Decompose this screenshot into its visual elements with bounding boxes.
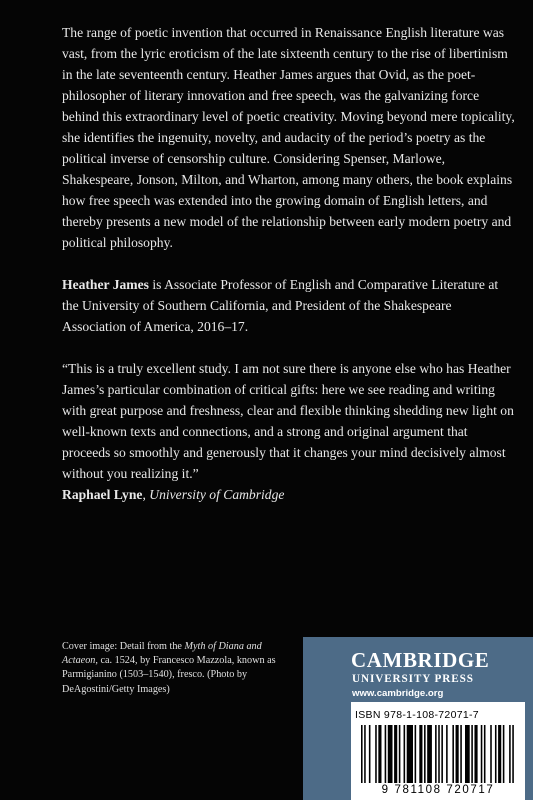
barcode-bar — [415, 725, 417, 783]
barcode-bar — [399, 725, 401, 783]
barcode-bar — [456, 725, 459, 783]
description-paragraph: The range of poetic invention that occurred in Renaissance English literature was vast, from the lyric eroticism of the late sixteenth century to the rise of libertinism in the late seventeenth century. Heather James argues that Ovid, as the poet-philosopher of literary innovation and free speech, was the galvanizing force behind this extraordinary level of poetic creativity. Moving beyond mere topicality, she identifies the ingenuity, novelty, and audacity of the period’s poetry as the political inverse of censorship culture. Considering Spenser, Marlowe, Shakespeare, Jonson, Milton, and Wharton, among many others, the book explains how free speech was extended into the growing domain of English letters, and thereby presents a new model of the relationship between early modern poetry and political philosophy. — [62, 25, 515, 250]
barcode-bar — [474, 725, 477, 783]
artwork-title: Myth of Diana and Actaeon — [62, 641, 262, 667]
barcode-bar — [378, 725, 381, 783]
reviewer-name: Raphael Lyne — [62, 487, 143, 502]
reviewer-institution: University of Cambridge — [149, 487, 285, 502]
barcode-bar — [484, 725, 486, 783]
barcode-bar — [394, 725, 397, 783]
attribution-separator: , — [142, 487, 150, 502]
cover-credit-suffix: , ca. 1524, by Francesco Mazzola, known as Parmigianino (1503–1540), fresco. (Photo by DeAgostini/Getty Images) — [62, 655, 276, 695]
review-quote: “This is a truly excellent study. I am not sure there is anyone else who has Heather James’s particular combination of critical gifts: here we see reading and writing with great purpose and freshness, clear and flexible thinking shedding new light on well-known texts and connections, and a strong and original argument that proceeds so smoothly and generously that it changes your mind decisively almost without you realizing it.” — [62, 361, 514, 481]
barcode-bar — [471, 725, 473, 783]
barcode-bar — [509, 725, 511, 783]
barcode-bar — [495, 725, 497, 783]
barcode-bar — [498, 725, 501, 783]
barcode-panel — [351, 702, 525, 800]
barcode-bar — [465, 725, 470, 783]
barcode-bar — [490, 725, 492, 783]
barcode-bar — [364, 725, 366, 783]
barcode-bar — [441, 725, 443, 783]
barcode-bar — [512, 725, 514, 783]
barcode-icon — [361, 725, 517, 783]
author-bio — [62, 274, 517, 337]
barcode-bar — [388, 725, 393, 783]
barcode-bar — [503, 725, 505, 783]
author-name: Heather James — [62, 277, 149, 292]
back-cover-text — [62, 22, 517, 526]
barcode-bar — [438, 725, 440, 783]
barcode-bar — [369, 725, 371, 783]
barcode-bar — [460, 725, 462, 783]
isbn-label: ISBN 978-1-108-72071-7 — [355, 709, 479, 721]
barcode-bar — [385, 725, 387, 783]
publisher-url: www.cambridge.org — [352, 688, 444, 699]
publisher-press: UNIVERSITY PRESS — [352, 673, 474, 685]
cover-image-credit — [62, 640, 287, 697]
barcode-bar — [419, 725, 422, 783]
author-bio-text: is Associate Professor of English and Comparative Literature at the University of Southern California, and President of the Shakespeare Association of America, 2016–17. — [62, 277, 499, 334]
barcode-bar — [375, 725, 377, 783]
barcode-bar — [361, 725, 363, 783]
barcode-bar — [404, 725, 406, 783]
barcode-digits: 9 781108 720717 — [381, 784, 495, 796]
barcode-bar — [427, 725, 432, 783]
cover-credit-prefix: Cover image: Detail from the — [62, 641, 185, 652]
barcode-bar — [446, 725, 448, 783]
publisher-name: CAMBRIDGE — [351, 648, 490, 672]
barcode-bar — [435, 725, 437, 783]
barcode-bar — [424, 725, 426, 783]
barcode-bar — [452, 725, 454, 783]
review-attribution — [62, 484, 517, 505]
publisher-panel — [303, 637, 533, 800]
barcode-bar — [481, 725, 483, 783]
barcode-bar — [407, 725, 413, 783]
